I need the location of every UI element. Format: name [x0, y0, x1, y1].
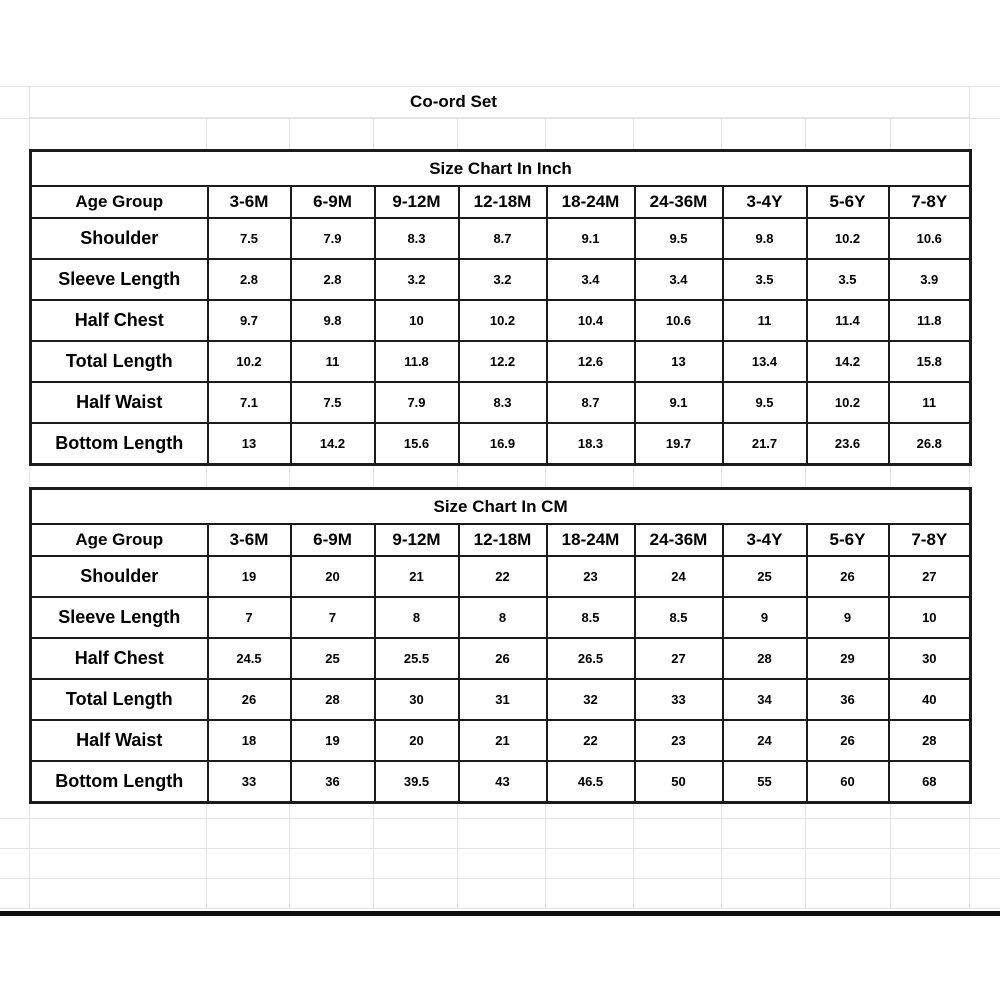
- value-cell: 11.4: [807, 300, 889, 341]
- header-cell: 3-6M: [208, 524, 291, 556]
- row-label: Bottom Length: [31, 761, 208, 802]
- value-cell: 10.4: [547, 300, 635, 341]
- value-cell: 26: [208, 679, 291, 720]
- header-cell: 12-18M: [459, 186, 547, 218]
- value-cell: 18.3: [547, 423, 635, 464]
- row-label: Half Chest: [31, 300, 208, 341]
- value-cell: 28: [291, 679, 375, 720]
- value-cell: 21: [375, 556, 459, 597]
- value-cell: 11: [291, 341, 375, 382]
- value-cell: 21: [459, 720, 547, 761]
- value-cell: 26: [807, 556, 889, 597]
- gridline-h: [0, 848, 1000, 849]
- value-cell: 7: [291, 597, 375, 638]
- table-row: [31, 300, 971, 341]
- value-cell: 26: [807, 720, 889, 761]
- value-cell: 33: [635, 679, 723, 720]
- value-cell: 21.7: [723, 423, 807, 464]
- value-cell: 11.8: [375, 341, 459, 382]
- value-cell: 15.8: [889, 341, 971, 382]
- header-cell: 5-6Y: [807, 524, 889, 556]
- value-cell: 9.5: [723, 382, 807, 423]
- header-cell: 24-36M: [635, 524, 723, 556]
- value-cell: 25: [291, 638, 375, 679]
- value-cell: 10.6: [635, 300, 723, 341]
- table-title: Size Chart In CM: [31, 489, 971, 525]
- header-cell: 7-8Y: [889, 524, 971, 556]
- value-cell: 10.2: [807, 218, 889, 259]
- page-title: Co-ord Set: [29, 86, 970, 118]
- value-cell: 60: [807, 761, 889, 802]
- value-cell: 39.5: [375, 761, 459, 802]
- value-cell: 26.8: [889, 423, 971, 464]
- value-cell: 9.8: [723, 218, 807, 259]
- value-cell: 27: [889, 556, 971, 597]
- header-cell: 3-4Y: [723, 186, 807, 218]
- header-cell: 24-36M: [635, 186, 723, 218]
- value-cell: 23: [547, 556, 635, 597]
- value-cell: 27: [635, 638, 723, 679]
- header-cell: 18-24M: [547, 186, 635, 218]
- table-row: [31, 259, 971, 300]
- value-cell: 8.5: [547, 597, 635, 638]
- value-cell: 24: [723, 720, 807, 761]
- header-cell: 3-4Y: [723, 524, 807, 556]
- table-header-row: [31, 186, 971, 218]
- size-chart-inch-table: [29, 149, 972, 466]
- value-cell: 7.1: [208, 382, 291, 423]
- value-cell: 46.5: [547, 761, 635, 802]
- value-cell: 31: [459, 679, 547, 720]
- value-cell: 28: [889, 720, 971, 761]
- row-label: Shoulder: [31, 556, 208, 597]
- value-cell: 13: [635, 341, 723, 382]
- value-cell: 30: [375, 679, 459, 720]
- value-cell: 28: [723, 638, 807, 679]
- value-cell: 9: [723, 597, 807, 638]
- header-cell: 12-18M: [459, 524, 547, 556]
- row-label: Sleeve Length: [31, 259, 208, 300]
- header-cell: 6-9M: [291, 524, 375, 556]
- value-cell: 16.9: [459, 423, 547, 464]
- value-cell: 23.6: [807, 423, 889, 464]
- value-cell: 23: [635, 720, 723, 761]
- value-cell: 40: [889, 679, 971, 720]
- value-cell: 8.3: [375, 218, 459, 259]
- value-cell: 25.5: [375, 638, 459, 679]
- value-cell: 20: [375, 720, 459, 761]
- table-row: [31, 597, 971, 638]
- table-row: [31, 341, 971, 382]
- value-cell: 13: [208, 423, 291, 464]
- table-title: Size Chart In Inch: [31, 151, 971, 187]
- value-cell: 33: [208, 761, 291, 802]
- value-cell: 3.4: [547, 259, 635, 300]
- value-cell: 3.5: [807, 259, 889, 300]
- header-cell: 6-9M: [291, 186, 375, 218]
- header-cell: 9-12M: [375, 186, 459, 218]
- value-cell: 24: [635, 556, 723, 597]
- value-cell: 7.9: [291, 218, 375, 259]
- value-cell: 8.7: [547, 382, 635, 423]
- value-cell: 9.8: [291, 300, 375, 341]
- value-cell: 32: [547, 679, 635, 720]
- table-row: [31, 679, 971, 720]
- value-cell: 7.5: [208, 218, 291, 259]
- header-cell: 18-24M: [547, 524, 635, 556]
- value-cell: 8.3: [459, 382, 547, 423]
- value-cell: 2.8: [208, 259, 291, 300]
- value-cell: 12.2: [459, 341, 547, 382]
- gridline-h: [0, 908, 1000, 909]
- table-row: [31, 638, 971, 679]
- value-cell: 3.2: [459, 259, 547, 300]
- header-cell: 3-6M: [208, 186, 291, 218]
- value-cell: 10.2: [459, 300, 547, 341]
- value-cell: 3.4: [635, 259, 723, 300]
- value-cell: 8: [375, 597, 459, 638]
- value-cell: 10: [375, 300, 459, 341]
- table-title-row: [31, 151, 971, 187]
- value-cell: 22: [547, 720, 635, 761]
- value-cell: 9.7: [208, 300, 291, 341]
- bottom-divider-rule: [0, 911, 1000, 916]
- row-label: Half Waist: [31, 382, 208, 423]
- value-cell: 19.7: [635, 423, 723, 464]
- value-cell: 12.6: [547, 341, 635, 382]
- gridline-h: [0, 818, 1000, 819]
- value-cell: 8.5: [635, 597, 723, 638]
- value-cell: 19: [208, 556, 291, 597]
- value-cell: 13.4: [723, 341, 807, 382]
- value-cell: 9.1: [547, 218, 635, 259]
- value-cell: 36: [291, 761, 375, 802]
- value-cell: 18: [208, 720, 291, 761]
- value-cell: 9.5: [635, 218, 723, 259]
- header-cell: 9-12M: [375, 524, 459, 556]
- value-cell: 11.8: [889, 300, 971, 341]
- size-chart-cm-table: [29, 487, 972, 804]
- value-cell: 8: [459, 597, 547, 638]
- value-cell: 3.2: [375, 259, 459, 300]
- table-title-row: [31, 489, 971, 525]
- value-cell: 7.9: [375, 382, 459, 423]
- value-cell: 36: [807, 679, 889, 720]
- value-cell: 19: [291, 720, 375, 761]
- value-cell: 10.2: [208, 341, 291, 382]
- table-header-row: [31, 524, 971, 556]
- value-cell: 7: [208, 597, 291, 638]
- value-cell: 24.5: [208, 638, 291, 679]
- gridline-h: [0, 118, 1000, 119]
- value-cell: 10: [889, 597, 971, 638]
- row-label: Total Length: [31, 679, 208, 720]
- row-label: Bottom Length: [31, 423, 208, 464]
- value-cell: 15.6: [375, 423, 459, 464]
- header-cell: 5-6Y: [807, 186, 889, 218]
- value-cell: 14.2: [291, 423, 375, 464]
- row-label: Total Length: [31, 341, 208, 382]
- value-cell: 14.2: [807, 341, 889, 382]
- value-cell: 50: [635, 761, 723, 802]
- row-label: Sleeve Length: [31, 597, 208, 638]
- value-cell: 22: [459, 556, 547, 597]
- value-cell: 3.5: [723, 259, 807, 300]
- gridline-h: [0, 878, 1000, 879]
- table-row: [31, 761, 971, 802]
- value-cell: 7.5: [291, 382, 375, 423]
- value-cell: 30: [889, 638, 971, 679]
- table-row: [31, 382, 971, 423]
- header-cell: Age Group: [31, 524, 208, 556]
- value-cell: 68: [889, 761, 971, 802]
- value-cell: 8.7: [459, 218, 547, 259]
- value-cell: 3.9: [889, 259, 971, 300]
- row-label: Half Waist: [31, 720, 208, 761]
- value-cell: 25: [723, 556, 807, 597]
- value-cell: 26: [459, 638, 547, 679]
- table-row: [31, 218, 971, 259]
- header-cell: 7-8Y: [889, 186, 971, 218]
- value-cell: 9: [807, 597, 889, 638]
- header-cell: Age Group: [31, 186, 208, 218]
- value-cell: 11: [723, 300, 807, 341]
- value-cell: 26.5: [547, 638, 635, 679]
- value-cell: 10.6: [889, 218, 971, 259]
- value-cell: 2.8: [291, 259, 375, 300]
- row-label: Half Chest: [31, 638, 208, 679]
- value-cell: 10.2: [807, 382, 889, 423]
- value-cell: 43: [459, 761, 547, 802]
- value-cell: 29: [807, 638, 889, 679]
- value-cell: 20: [291, 556, 375, 597]
- row-label: Shoulder: [31, 218, 208, 259]
- value-cell: 55: [723, 761, 807, 802]
- table-row: [31, 423, 971, 464]
- value-cell: 11: [889, 382, 971, 423]
- table-row: [31, 720, 971, 761]
- value-cell: 34: [723, 679, 807, 720]
- table-row: [31, 556, 971, 597]
- value-cell: 9.1: [635, 382, 723, 423]
